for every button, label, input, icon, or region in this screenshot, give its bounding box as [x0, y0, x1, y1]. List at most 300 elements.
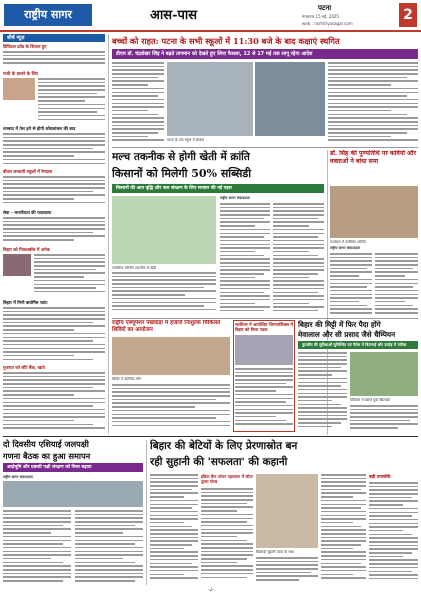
text-line — [3, 307, 105, 309]
text-line — [150, 566, 198, 568]
text-line — [273, 262, 324, 264]
text-line — [369, 526, 418, 528]
text-line — [273, 266, 324, 268]
text-line — [328, 73, 418, 75]
text-line — [75, 514, 143, 516]
text-line — [375, 253, 418, 255]
text-line — [3, 359, 93, 361]
text-line — [375, 283, 418, 285]
text-line — [273, 303, 309, 305]
agri-photo — [112, 196, 216, 264]
text-line — [3, 540, 71, 542]
text-line — [235, 420, 286, 422]
text-line — [298, 404, 341, 406]
text-line — [3, 144, 105, 146]
text-line — [330, 297, 372, 299]
bottom-left-text-col1 — [3, 510, 71, 584]
text-line — [201, 569, 253, 571]
text-line — [369, 500, 418, 502]
text-line — [3, 187, 105, 189]
bottom-left-headline-line1[interactable]: दो दिवसीय एशियाई जलपक्षी — [3, 439, 89, 449]
text-line — [321, 511, 366, 513]
text-line — [273, 247, 324, 249]
text-line — [330, 283, 372, 285]
text-line — [3, 62, 105, 64]
text-line — [201, 488, 253, 490]
text-line — [369, 541, 418, 543]
text-line — [75, 565, 143, 567]
text-line — [3, 383, 105, 385]
left-headline-3[interactable]: धनबाद में तेल ढ़ने से होगी कोयलांचल की बाद — [3, 127, 76, 132]
left-photo-1 — [3, 78, 35, 100]
text-line — [220, 280, 270, 282]
text-line — [328, 77, 407, 79]
text-line — [298, 393, 347, 395]
text-line — [201, 506, 253, 508]
text-line — [3, 413, 105, 415]
right-headline[interactable]: डॉ. सिंह की पुण्यतिथि पर कवियों और वक्ताओं ने बांधा समा — [330, 150, 417, 165]
text-line — [328, 121, 418, 123]
text-line — [220, 207, 270, 209]
text-line — [38, 119, 105, 121]
text-line — [350, 420, 410, 422]
text-line — [38, 100, 85, 102]
text-line — [112, 132, 158, 134]
text-line — [369, 515, 412, 517]
text-line — [330, 305, 367, 307]
text-line — [321, 489, 361, 491]
bottom-main-text-col3 — [256, 557, 318, 584]
left-headline-2[interactable]: गांधी के डालने के लिए — [3, 72, 38, 77]
text-line — [375, 268, 413, 270]
text-line — [220, 258, 270, 260]
sports-headline-line2[interactable]: मेवालाल और सी प्रसाद जैसे चैम्पियन — [298, 330, 396, 339]
right-photo — [330, 186, 418, 238]
left-story-4-text — [3, 176, 105, 208]
text-line — [375, 312, 418, 314]
bottom-left-headline-line2[interactable]: गणना बैठक का हुआ समापन — [3, 451, 91, 461]
text-line — [150, 533, 198, 535]
text-line — [220, 306, 270, 308]
text-line — [34, 258, 105, 260]
city-name: पटना — [318, 4, 332, 12]
text-line — [273, 295, 324, 297]
text-line — [235, 379, 293, 381]
text-line — [3, 569, 71, 571]
text-line — [3, 333, 105, 335]
text-line — [201, 499, 253, 501]
text-line — [3, 235, 105, 237]
left-story-2-text — [38, 78, 105, 124]
text-line — [328, 136, 391, 138]
text-line — [112, 136, 148, 138]
text-line — [321, 577, 366, 579]
text-line — [220, 277, 255, 279]
text-line — [220, 292, 264, 294]
text-line — [369, 567, 418, 569]
mid-photo — [112, 337, 230, 375]
text-line — [75, 569, 143, 571]
brand-logo: राष्ट्रीय सागर — [4, 4, 92, 26]
text-line — [375, 271, 418, 273]
text-line — [201, 562, 237, 564]
text-line — [220, 210, 270, 212]
bottom-divider — [146, 440, 147, 585]
sports-text-col2 — [350, 405, 418, 432]
text-line — [3, 558, 51, 560]
text-line — [38, 78, 105, 80]
bottom-left-byline: राष्ट्रीय सागर संवाददाता — [3, 475, 33, 479]
text-line — [38, 93, 97, 95]
text-line — [150, 489, 192, 491]
text-line — [34, 254, 105, 256]
text-line — [112, 421, 230, 423]
text-line — [3, 51, 105, 53]
text-line — [3, 224, 105, 226]
text-line — [298, 389, 347, 391]
text-line — [328, 110, 391, 112]
text-line — [201, 510, 237, 512]
text-line — [220, 247, 270, 249]
text-line — [3, 565, 71, 567]
agri-headline-line1[interactable]: मल्च तकनीक से होगी खेती में क्रांति — [112, 151, 250, 163]
text-line — [112, 88, 164, 90]
text-line — [3, 183, 105, 185]
left-headline-5[interactable]: सेवा - भारतीयता की पाठशाला — [3, 211, 52, 216]
text-line — [328, 92, 418, 94]
text-line — [235, 383, 286, 385]
text-line — [350, 412, 418, 414]
text-line — [112, 99, 164, 101]
text-line — [150, 485, 198, 487]
text-line — [3, 202, 105, 204]
text-line — [220, 303, 255, 305]
text-line — [321, 574, 353, 576]
main-photo-2 — [255, 62, 325, 136]
text-line — [75, 532, 123, 534]
text-line — [369, 563, 418, 565]
text-line — [3, 551, 71, 553]
text-line — [328, 69, 418, 71]
main-story-text-col1 — [112, 62, 164, 144]
text-line — [328, 114, 407, 116]
text-line — [375, 297, 418, 299]
text-line — [112, 114, 158, 116]
text-line — [150, 570, 198, 572]
text-line — [321, 515, 366, 517]
text-line — [150, 544, 192, 546]
text-line — [150, 577, 198, 579]
text-line — [273, 221, 324, 223]
text-line — [328, 66, 418, 68]
bottom-main-headline-line2[interactable]: रही सुहानी की 'सफलता' की कहानी — [150, 456, 288, 468]
text-line — [273, 229, 324, 231]
text-line — [201, 577, 247, 579]
text-line — [369, 574, 418, 576]
text-line — [220, 262, 270, 264]
text-line — [3, 510, 71, 512]
text-line — [3, 348, 105, 350]
text-line — [298, 367, 341, 369]
text-line — [298, 415, 347, 417]
masthead — [0, 0, 421, 32]
text-line — [273, 306, 324, 308]
left-story-1-text — [3, 51, 105, 69]
text-line — [34, 276, 84, 278]
text-line — [235, 401, 286, 403]
text-line — [112, 121, 164, 123]
text-line — [3, 573, 71, 575]
text-line — [3, 532, 51, 534]
left-headline-7[interactable]: बिहार में मिनी बायोगैस प्लांट — [3, 301, 48, 306]
text-line — [220, 269, 270, 271]
text-line — [3, 402, 105, 404]
text-line — [273, 214, 324, 216]
text-line — [201, 554, 253, 556]
text-line — [112, 80, 164, 82]
text-line — [112, 294, 185, 296]
text-line — [321, 478, 366, 480]
text-line — [273, 277, 309, 279]
text-line — [3, 311, 105, 313]
text-line — [3, 355, 74, 357]
text-line — [3, 576, 71, 578]
text-line — [273, 233, 324, 235]
text-line — [112, 95, 158, 97]
text-line — [3, 228, 105, 230]
text-line — [369, 497, 412, 499]
text-line — [321, 540, 366, 542]
text-line — [112, 391, 230, 393]
main-headline[interactable]: बच्चों को राहत: पटना के सभी स्कूलों में 11:30 बजे के बाद कक्षाएं स्थगित — [112, 36, 340, 46]
text-line — [112, 276, 216, 278]
text-line — [328, 106, 418, 108]
text-line — [34, 261, 105, 263]
text-line — [321, 522, 353, 524]
text-line — [330, 260, 372, 262]
text-line — [273, 225, 309, 227]
website-url[interactable]: web : rashtriyasagar.com — [302, 21, 353, 26]
text-line — [220, 229, 270, 231]
text-line — [235, 386, 293, 388]
left-story-5-text — [3, 217, 105, 245]
text-line — [3, 133, 105, 135]
text-line — [3, 239, 74, 241]
text-line — [330, 253, 372, 255]
text-line — [201, 543, 253, 545]
text-line — [112, 417, 216, 419]
text-line — [112, 399, 216, 401]
text-line — [220, 240, 270, 242]
text-line — [3, 140, 105, 142]
right-photo-caption: कार्यक्रम में उपस्थित अतिथि — [330, 240, 366, 244]
text-line — [34, 280, 105, 282]
text-line — [201, 536, 237, 538]
text-line — [256, 575, 318, 577]
text-line — [375, 301, 405, 303]
text-line — [34, 287, 96, 289]
text-line — [3, 424, 93, 426]
text-line — [298, 359, 347, 361]
text-line — [273, 288, 324, 290]
text-line — [150, 537, 198, 539]
text-line — [75, 543, 135, 545]
text-line — [298, 407, 347, 409]
text-line — [321, 563, 361, 565]
text-line — [273, 280, 324, 282]
text-line — [369, 504, 403, 506]
text-line — [298, 378, 347, 380]
text-line — [112, 402, 230, 404]
gwalior-headline[interactable]: ग्वालियर में आयोजित जिमनास्टिक्स में बिहार को मिला पदक — [235, 322, 293, 333]
text-line — [328, 95, 407, 97]
text-line — [3, 325, 105, 327]
text-line — [321, 474, 366, 476]
text-line — [235, 394, 293, 396]
left-story-6-text — [34, 254, 105, 298]
text-line — [220, 255, 264, 257]
text-line — [369, 512, 418, 514]
text-line — [256, 561, 318, 563]
text-line — [298, 352, 347, 354]
text-line — [273, 218, 318, 220]
text-line — [150, 529, 198, 531]
text-line — [150, 481, 198, 483]
text-line — [75, 562, 135, 564]
text-line — [328, 103, 418, 105]
text-line — [220, 233, 270, 235]
text-line — [3, 137, 105, 139]
text-line — [75, 547, 143, 549]
text-line — [112, 69, 164, 71]
text-line — [201, 558, 247, 560]
right-text-col2 — [375, 253, 418, 317]
text-line — [112, 305, 204, 307]
left-headline-6[interactable]: बिहार को पिकलबॉल में अनेक — [3, 248, 50, 253]
left-column-tag: शीर्ष न्यूज़ — [3, 34, 105, 42]
text-line — [75, 573, 143, 575]
text-line — [150, 522, 184, 524]
mid-text — [112, 384, 230, 432]
text-line — [256, 572, 311, 574]
agri-headline-line2[interactable]: किसानों को मिलेगी 50% सब्सिडी — [112, 167, 252, 180]
text-line — [330, 264, 372, 266]
text-line — [273, 273, 318, 275]
text-line — [3, 405, 93, 407]
bottom-main-text-col4 — [321, 474, 366, 584]
text-line — [321, 533, 366, 535]
text-line — [220, 299, 270, 301]
gwalior-text — [235, 368, 293, 430]
text-line — [350, 416, 418, 418]
text-line — [350, 405, 418, 407]
text-line — [3, 387, 93, 389]
bottom-main-headline-line1[interactable]: बिहार की बेटियों के लिए प्रेरणास्रोत बन — [150, 440, 298, 452]
text-line — [328, 80, 418, 82]
bottom-right-headline[interactable]: बड़ी उपलब्धि — [369, 475, 391, 480]
text-line — [3, 514, 71, 516]
text-line — [112, 384, 230, 386]
text-line — [273, 251, 309, 253]
text-line — [75, 551, 143, 553]
text-line — [112, 106, 164, 108]
right-byline: राष्ट्रीय सागर संवाददाता — [330, 246, 360, 250]
main-story-text-col2 — [328, 62, 418, 144]
text-line — [330, 275, 359, 277]
text-line — [273, 203, 324, 205]
text-line — [256, 568, 318, 570]
text-line — [34, 291, 105, 293]
left-headline-8[interactable]: गुजरात को लौटे बैंक, खाते — [3, 366, 45, 371]
text-line — [150, 478, 198, 480]
text-line — [256, 564, 318, 566]
text-line — [75, 525, 135, 527]
text-line — [235, 398, 293, 400]
text-line — [235, 372, 293, 374]
agri-strap: किसानों की आय वृद्धि और जल संरक्षण के लिए सरकार की नई पहल — [112, 184, 324, 193]
section-rule — [112, 147, 418, 148]
text-line — [328, 132, 407, 134]
text-line — [3, 427, 105, 429]
text-line — [220, 236, 264, 238]
main-photo-1 — [167, 62, 253, 136]
text-line — [369, 530, 403, 532]
text-line — [112, 62, 164, 64]
text-line — [220, 284, 270, 286]
text-line — [3, 163, 105, 165]
text-line — [330, 312, 372, 314]
text-line — [298, 426, 332, 428]
text-line — [150, 504, 198, 506]
section-rule-2 — [112, 318, 418, 319]
mid-headline[interactable]: राष्ट्रीय एक्यूपेशर पखवाड़ा में हजारों निःशुल्क चिकित्सा शिविरों का आयोजन — [112, 320, 221, 334]
text-line — [3, 318, 105, 320]
text-line — [273, 207, 324, 209]
text-line — [3, 416, 105, 418]
text-line — [273, 236, 318, 238]
text-line — [321, 481, 366, 483]
text-line — [112, 287, 204, 289]
bottom-main-photo — [256, 474, 318, 548]
text-line — [375, 275, 405, 277]
sports-headline-line1[interactable]: बिहार की मिट्टी में फिर पैदा होंगे — [298, 320, 381, 329]
text-line — [375, 290, 418, 292]
main-photo-caption: पटना के एक स्कूल में छात्राएं — [167, 138, 205, 142]
text-line — [273, 310, 318, 312]
text-line — [201, 532, 253, 534]
text-line — [34, 284, 105, 286]
text-line — [273, 269, 324, 271]
text-line — [112, 279, 216, 281]
text-line — [330, 301, 359, 303]
left-headline-1[interactable]: डिजिटल फ्रॉड के शिकार हुए — [3, 45, 47, 50]
left-headline-4[interactable]: बीएल सरकारी स्कूलों में रैमदास — [3, 170, 52, 175]
text-line — [256, 579, 299, 581]
text-line — [369, 578, 418, 580]
page-number: 2 — [399, 3, 417, 27]
text-line — [350, 409, 418, 411]
issue-date: मंगलवार 15 मई, 2025 — [302, 14, 339, 19]
text-line — [235, 412, 293, 414]
bottom-right-text — [369, 482, 418, 584]
agri-text-col0 — [112, 272, 216, 315]
bottom-main-text-col1 — [150, 474, 198, 584]
text-line — [369, 534, 412, 536]
text-line — [112, 425, 230, 427]
text-line — [3, 232, 93, 234]
text-line — [3, 351, 105, 353]
text-line — [375, 294, 418, 296]
